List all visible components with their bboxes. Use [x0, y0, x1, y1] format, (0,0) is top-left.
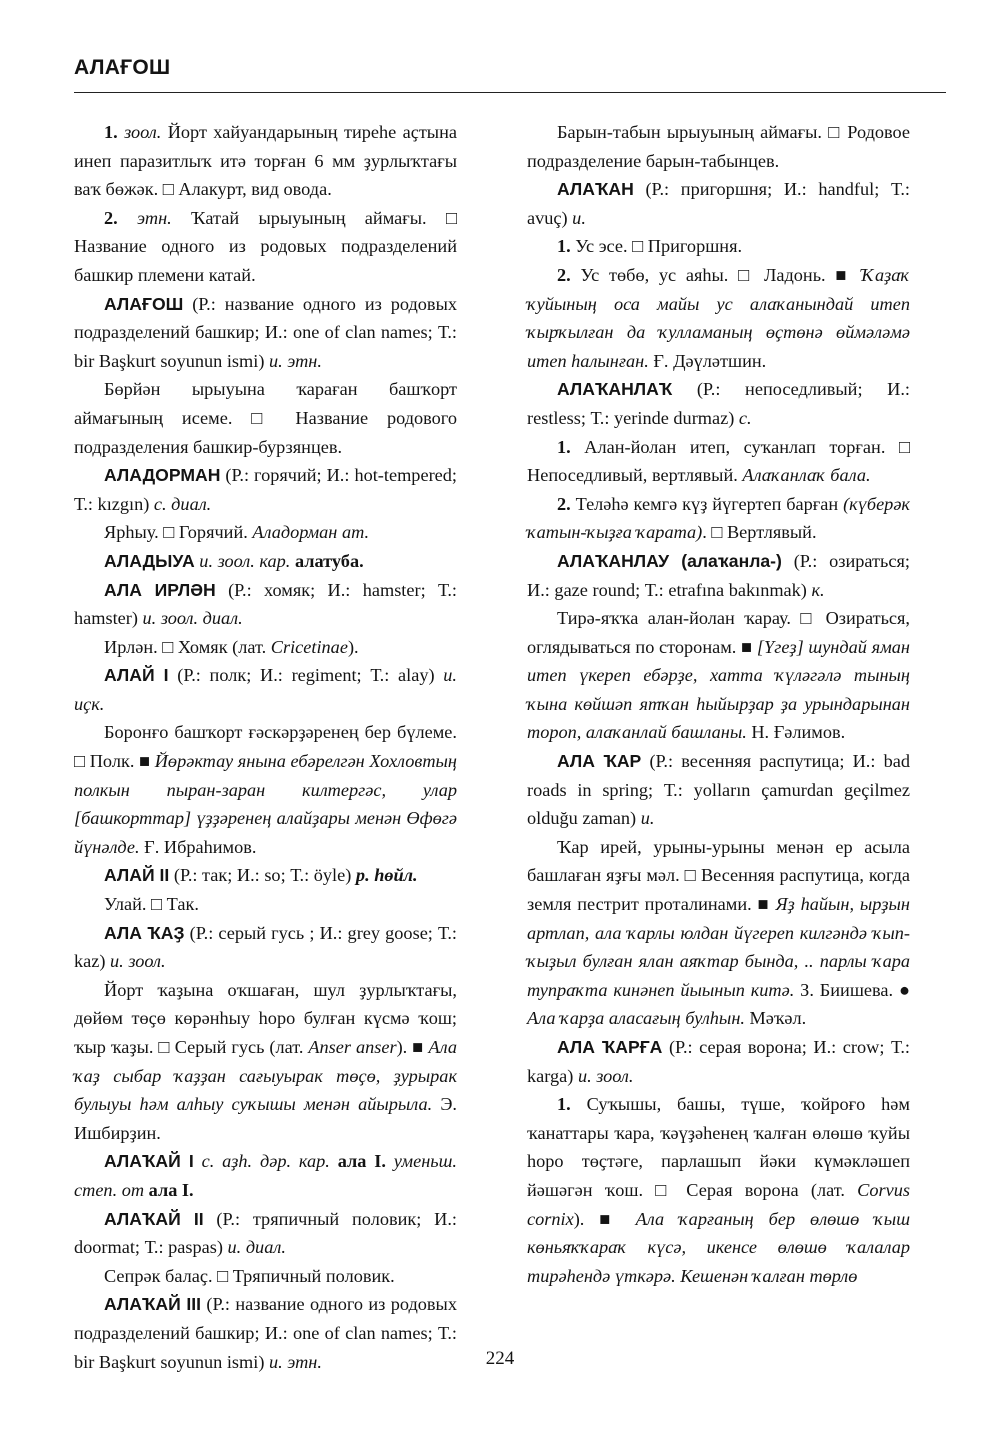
entry-aladorman: АЛАДОРМАН (Р.: горячий; И.: hot-tempered; Т.: kızgın) с. диал.	[74, 465, 457, 514]
entry-alaqanlau: АЛАҠАНЛАУ (алаҡанла-) (Р.: озираться; И.: gaze round; Т.: etrafına bakınmak) к.	[527, 550, 910, 600]
header-rule	[74, 92, 946, 93]
page-number: 224	[485, 1348, 515, 1369]
sense-paragraph: 1. Алан-йолан итеп, суҡанлап торған. □ Непоседливый, вертлявый. Алаҡанлаҡ бала.	[527, 436, 910, 486]
definition-paragraph: Боронғо башҡорт ғәскәрҙәренең бер бүлеме. □ Полк. ■ Йөрәктау янына ебәрелгән Хохловтың полкын пыран-заран килтергәс, улар [башкорттар] үҙҙәренең алайҙары менән Өфөгә йүнәлде. Ғ. Ибраһимов.	[74, 722, 457, 857]
definition-paragraph: Ярһыу. □ Горячий. Аладорман ат.	[104, 522, 370, 543]
entry-alay-1: АЛАЙ I (Р.: полк; И.: regiment; Т.: alay) и. иҫк.	[74, 665, 457, 714]
sense-paragraph: 2. этн. Ҡатай ырыуының аймағы. □ Название одного из родовых подразделений башкир племени катай.	[74, 207, 457, 285]
right-column	[527, 118, 910, 1290]
definition-paragraph: Бөрйән ырыуына ҡараған башҡорт аймағының исеме. □ Название родового подразделения башкир-бурзянцев.	[74, 379, 457, 457]
entry-alay-2: АЛАЙ II (Р.: так; И.: so; Т.: öyle) р. һөйл.	[104, 865, 418, 886]
entry-ala-qaz: АЛА ҠАҘ (Р.: серый гусь ; И.: grey goose; Т.: kaz) и. зоол.	[74, 922, 457, 972]
entry-ala-qarga: АЛА ҠАРҒА (Р.: серая ворона; И.: crow; Т.: karga) и. зоол.	[527, 1037, 910, 1086]
definition-paragraph: Тирә-яҡҡа алан-йолан ҡарау. □ Озираться, оглядываться по сторонам. ■ [Үгеҙ] шундай яман итеп үкереп ебәрҙе, хатта ҡүләгәлә тының ҡына көйшәп ятҡан һыйырҙар ҙа урындарынан тороп, алаҡанлай башланы. Н. Ғәлимов.	[527, 608, 910, 743]
entry-alaqan: АЛАҠАН (Р.: пригоршня; И.: handful; Т.: avuç) и.	[527, 179, 910, 228]
running-head: АЛАҒОШ	[74, 56, 171, 79]
definition-paragraph: Сепрәк балаҫ. □ Тряпичный половик.	[104, 1265, 395, 1286]
sense-paragraph: 1. зоол. Йорт хайуандарының тиреһе аҫтына инеп паразитлыҡ итә торған 6 мм ҙурлыҡтағы ваҡ бөжәк. □ Алакурт, вид овода.	[74, 122, 457, 200]
entry-ala-qar: АЛА ҠАР (Р.: весенняя распутица; И.: bad roads in spring; Т.: yolların çamurdan geçilmez olduğu zaman) и.	[527, 751, 910, 829]
sense-paragraph: 1. Суҡышы, башы, түше, ҡойроғо һәм ҡанаттары ҡара, ҡәүҙәһенең ҡалған өлөшө ҡуйы һоро төҫтәге, парлашып йәки күмәкләшеп йәшәгән ҡош. □ Серая ворона (лат. Corvus cornix). ■ Ала ҡарғаның бер өлөшө ҡыш көньяҡҡараҡ күсә, икенсе өлөшө ҡалалар тирәһендә үткәрә. Кешенән ҡалған төрлө	[527, 1094, 910, 1286]
sense-paragraph: 2. Ус төбө, ус аяһы. □ Ладонь. ■ Ҡаҙаҡ ҡуйының оса майы ус алаҡанындай итеп ҡырҡылған да ҡулламаның өҫтөнә өймәләмә итеп һалынған. Ғ. Дәүләтшин.	[527, 264, 911, 371]
definition-paragraph: Йорт ҡаҙына оҡшаған, шул ҙурлыҡтағы, дөйөм төҫө көрәнһыу һоро булған күсмә ҡош; ҡыр ҡаҙы. □ Серый гусь (лат. Anser anser). ■ Ала ҡаҙ сыбар ҡаҙҙан сағыуырак төҫө, ҙурырак булыуы һәм алһыу суҡышы менән айырыла. Э. Ишбирҙин.	[74, 979, 457, 1143]
left-column	[74, 118, 457, 1376]
entry-alaqay-2: АЛАҠАЙ II (Р.: тряпичный половик; И.: doormat; Т.: paspas) и. диал.	[74, 1208, 457, 1258]
entry-aladyua: АЛАДЫУА и. зоол. кар. алатуба.	[104, 550, 364, 571]
entry-alaqanlaq: АЛАҠАНЛАҠ (Р.: непоседливый; И.: restless; Т.: yerinde durmaz) с.	[527, 379, 910, 428]
sense-paragraph: 2. Теләһә кемгә күҙ йүгертеп барған (күберәк ҡатын-ҡыҙға ҡарата). □ Вертлявый.	[527, 493, 910, 543]
entry-alaqay-3: АЛАҠАЙ III (Р.: название одного из родовых подразделений башкир; И.: one of clan names; Т.: bir Başkurt soyunun ismi) и. этн.	[74, 1294, 457, 1372]
sense-paragraph: 1. Ус эсе. □ Пригоршня.	[557, 236, 743, 257]
entry-ala-irlen: АЛА ИРЛӘН (Р.: хомяк; И.: hamster; Т.: hamster) и. зоол. диал.	[74, 579, 457, 629]
definition-paragraph: Ирлән. □ Хомяк (лат. Cricetinae).	[104, 636, 359, 657]
entry-alaqay-1: АЛАҠАЙ I с. аҙһ. дәр. кар. ала I. уменьш. степ. от ала I.	[74, 1151, 457, 1200]
entry-alagosh: АЛАҒОШ (Р.: название одного из родовых подразделений башкир; И.: one of clan names; Т.: bir Başkurt soyunun ismi) и. этн.	[74, 293, 457, 371]
definition-paragraph: Барын-табын ырыуының аймағы. □ Родовое подразделение барын-табынцев.	[527, 122, 910, 171]
definition-paragraph: Ҡар ирей, урыны-урыны менән ер асыла башлаған яҙғы мәл. □ Весенняя распутица, когда земля пестрит проталинами. ■ Яҙ һайын, ырҙын артлап, ала ҡарлы юлдан йүгереп килгәндә ҡып-ҡыҙыл булған ялан аяҡтар бында, .. парлы ҡара тупраҡта кинәнеп йыынып китә. З. Биишева. ● Ала ҡарҙа аласағың булһын. Мәҡәл.	[527, 836, 910, 1029]
definition-paragraph: Улай. □ Так.	[104, 894, 199, 915]
